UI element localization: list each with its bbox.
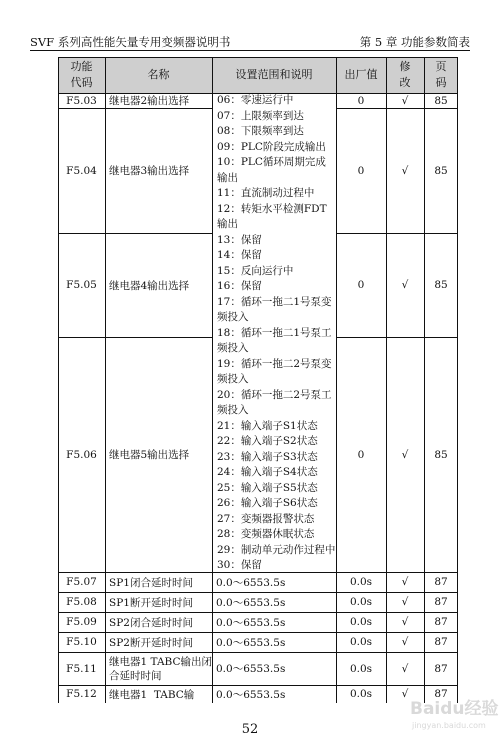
table-row-code: F5.10: [66, 636, 97, 648]
range-option: 14：保留: [217, 249, 262, 261]
table-row-name: SP1断开延时时间: [109, 596, 193, 609]
table-row-default: 0: [357, 448, 365, 461]
manual-title: SVF 系列高性能矢量专用变频器说明书: [30, 35, 231, 49]
range-option: 22：输入端子S2状态: [217, 435, 318, 447]
table-row-name: 继电器1 TABC输: [109, 688, 195, 701]
column-rule: [386, 57, 387, 703]
column-header-name: 名称: [105, 57, 212, 93]
table-row-page: 87: [434, 636, 448, 648]
table-row-range: 0.0～6553.5s: [216, 636, 286, 649]
range-option: 26：输入端子S6状态: [217, 497, 318, 509]
row-divider: [336, 337, 458, 338]
table-header-rule: [58, 93, 458, 94]
table-row-page: 85: [434, 279, 448, 291]
column-rule: [424, 57, 425, 703]
table-row-range: 0.0～6553.5s: [216, 576, 286, 589]
table-row-code: F5.08: [66, 596, 97, 608]
table-row-code: F5.11: [66, 662, 97, 675]
column-rule: [105, 57, 106, 703]
table-row-range: 0.0～6553.5s: [216, 596, 286, 609]
watermark-url: jingyan.baidu.com: [412, 721, 486, 730]
table-top-rule: [58, 57, 458, 58]
table-row-code: F5.05: [66, 279, 97, 291]
range-option: 28：变频器休眠状态: [217, 528, 315, 540]
table-row-modify: √: [401, 94, 409, 107]
chapter-title: 第 5 章 功能参数简表: [359, 35, 470, 49]
range-option: 16：保留: [217, 280, 262, 292]
row-divider: [58, 592, 458, 593]
range-option: 13：保留: [217, 233, 262, 246]
parameter-table: [58, 57, 458, 703]
table-row-code: F5.03: [66, 94, 97, 107]
column-header-page: 页 码: [424, 57, 458, 93]
table-row-code: F5.09: [66, 616, 97, 628]
table-row-page: 87: [434, 596, 448, 608]
table-row-code: F5.04: [66, 164, 97, 177]
column-header-code: 功能 代码: [58, 57, 105, 93]
table-row-default: 0.0s: [349, 616, 373, 628]
range-option: 29：制动单元动作过程中: [217, 543, 336, 556]
range-option: 11：直流制动过程中: [217, 187, 315, 199]
table-row-name: 继电器1 TABC输出闭合延时时间: [109, 655, 212, 682]
table-row-page: 87: [434, 616, 448, 628]
row-divider: [58, 108, 212, 109]
table-row-modify: √: [401, 616, 409, 628]
table-row-name: SP2断开延时时间: [109, 636, 193, 649]
row-divider: [58, 685, 458, 686]
table-row-default: 0.0s: [349, 662, 373, 675]
row-divider: [58, 233, 212, 234]
range-option: 09：PLC阶段完成输出: [217, 140, 326, 153]
table-row-range: 0.0～6553.5s: [216, 663, 286, 675]
output-selection-range-list: [212, 93, 336, 574]
row-divider: [58, 632, 458, 633]
range-option: 21：输入端子S1状态: [217, 419, 318, 432]
table-row-modify: √: [401, 596, 409, 608]
table-row-name: SP2闭合延时时间: [109, 616, 193, 629]
row-divider: [58, 572, 458, 573]
range-option: 12：转矩水平检测FDT输出: [217, 202, 327, 230]
range-option: 27：变频器报警状态: [217, 512, 315, 525]
range-option: 30：保留: [217, 559, 262, 571]
table-row-default: 0.0s: [349, 688, 373, 700]
table-row-code: F5.06: [66, 448, 97, 461]
row-divider: [336, 233, 458, 234]
range-option: 15：反向运行中: [217, 264, 294, 277]
range-option: 18：循环一拖二1号泵工频投入: [217, 326, 332, 354]
row-divider: [58, 337, 212, 338]
table-row-default: 0: [357, 94, 365, 107]
table-row-modify: √: [401, 636, 409, 648]
page-number: 52: [241, 722, 259, 737]
range-option: 19：循环一拖二2号泵变频投入: [217, 357, 332, 385]
table-row-default: 0.0s: [349, 596, 373, 608]
baidu-jingyan-watermark: [408, 688, 499, 734]
range-option: 23：输入端子S3状态: [217, 450, 318, 463]
range-option: 25：输入端子S5状态: [217, 481, 318, 494]
range-option: 17：循环一拖二1号泵变频投入: [217, 295, 332, 323]
watermark-brand: Baidu经验: [410, 699, 499, 719]
table-row-code: F5.07: [66, 576, 97, 588]
table-row-page: 85: [434, 94, 448, 107]
table-row-page: 87: [434, 576, 448, 588]
table-row-modify: √: [401, 576, 409, 588]
column-header-default: 出厂值: [336, 57, 386, 93]
row-divider: [336, 108, 458, 109]
table-row-default: 0: [357, 279, 365, 291]
column-header-modify: 修 改: [386, 57, 424, 93]
table-row-default: 0: [357, 164, 365, 177]
range-option: 24：输入端子S4状态: [217, 466, 318, 478]
table-row-default: 0.0s: [349, 576, 373, 588]
table-row-modify: √: [401, 688, 409, 700]
table-row-range: 0.0～6553.5s: [216, 616, 286, 629]
table-row-page: 87: [434, 688, 448, 700]
table-row-modify: √: [401, 662, 409, 675]
table-row-name: 继电器3输出选择: [109, 165, 190, 177]
row-divider: [58, 652, 458, 653]
table-row-default: 0.0s: [349, 636, 373, 648]
table-row-range: 0.0～6553.5s: [216, 688, 286, 701]
table-row-name: 继电器5输出选择: [109, 449, 190, 461]
range-option: 07：上限频率到达: [217, 109, 304, 122]
table-row-name: 继电器2输出选择: [109, 95, 190, 107]
range-option: 20：循环一拖二2号泵工频投入: [217, 388, 332, 416]
table-row-page: 85: [434, 448, 448, 461]
page-header: [30, 34, 470, 50]
range-option: 06：零速运行中: [217, 94, 294, 106]
table-row-page: 87: [434, 662, 448, 675]
table-row-name: SP1闭合延时时间: [109, 576, 193, 589]
table-row-modify: √: [401, 279, 409, 291]
column-rule: [212, 57, 213, 703]
column-rule: [58, 57, 59, 703]
table-row-name: 继电器4输出选择: [109, 279, 190, 292]
table-row-modify: √: [401, 164, 409, 177]
range-option: 10：PLC循环周期完成输出: [217, 156, 326, 184]
row-divider: [58, 612, 458, 613]
table-row-code: F5.12: [66, 688, 97, 700]
column-rule: [457, 57, 458, 703]
table-row-modify: √: [401, 448, 409, 461]
table-row-page: 85: [434, 164, 448, 177]
header-rule: [30, 50, 470, 51]
column-header-range: 设置范围和说明: [212, 57, 336, 93]
column-rule: [336, 57, 337, 703]
range-option: 08：下限频率到达: [217, 125, 304, 137]
